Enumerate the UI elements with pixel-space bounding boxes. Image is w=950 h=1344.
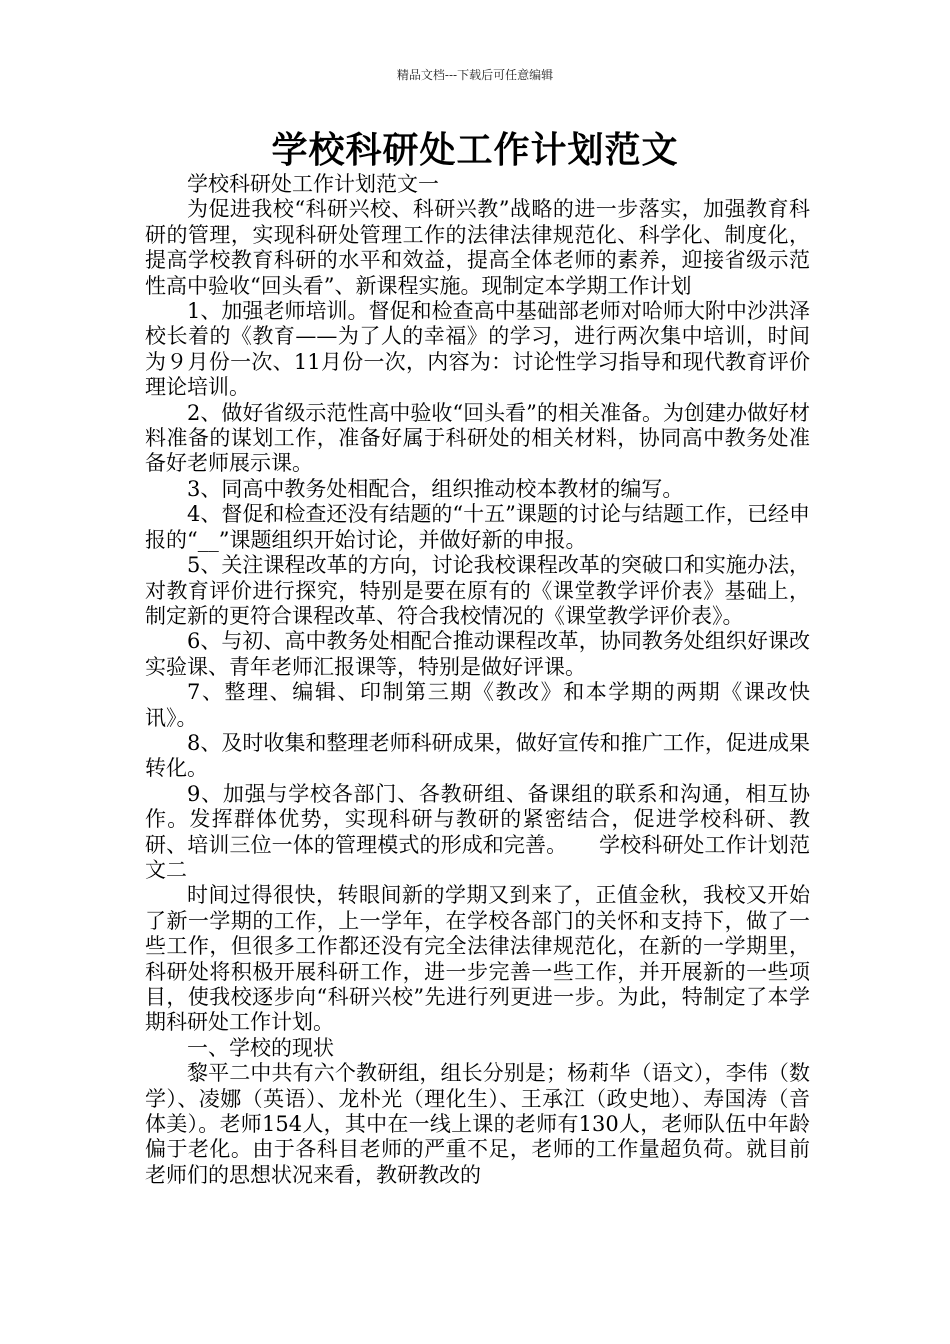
header-note: 精品文档---下载后可任意编辑 [396, 68, 554, 82]
paragraph: 6、与初、高中教务处相配合推动课程改革，协同教务处组织好课改实验课、青年老师汇报课等，特别是做好评课。 [145, 629, 810, 679]
document-body [145, 172, 810, 1188]
paragraph: 1、加强老师培训。督促和检查高中基础部老师对哈师大附中沙洪泽校长着的《教育——为了人的幸福》的学习，进行两次集中培训，时间为９月份一次、11月份一次，内容为：讨论性学习指导和现代教育评价理论培训。 [145, 299, 810, 400]
paragraph: 8、及时收集和整理老师科研成果，做好宣传和推广工作，促进成果转化。 [145, 730, 810, 781]
paragraph: 9、加强与学校各部门、各教研组、备课组的联系和沟通，相互协作。发挥群体优势，实现科研与教研的紧密结合，促进学校科研、教研、培训三位一体的管理模式的形成和完善。 学校科研处工作计划范文二 [145, 781, 810, 882]
paragraph: 学校科研处工作计划范文一 [187, 172, 439, 196]
paragraph: 一、学校的现状 [187, 1035, 334, 1060]
paragraph: 黎平二中共有六个教研组，组长分别是；杨莉华（语文），李伟（数学）、凌娜（英语）、龙朴光（理化生）、王承江（政史地）、寿国涛（音体美）。老师154人，其中在一线上课的老师有130人，老师队伍中年龄偏于老化。由于各科目老师的严重不足，老师的工作量超负荷。就目前老师们的思想状况来看，教研教改的 [145, 1061, 810, 1187]
paragraph: 为促进我校“科研兴校、科研兴教”战略的进一步落实，加强教育科研的管理，实现科研处管理工作的法律法律规范化、科学化、制度化，提高学校教育科研的水平和效益，提高全体老师的素养，迎接省级示范性高中验收“回头看”、新课程实施。现制定本学期工作计划 [145, 197, 810, 298]
paragraph: 2、做好省级示范性高中验收“回头看”的相关准备。为创建办做好材料准备的谋划工作，准备好属于科研处的相关材料，协同高中教务处准备好老师展示课。 [145, 400, 810, 476]
paragraph: 时间过得很快，转眼间新的学期又到来了，正值金秋，我校又开始了新一学期的工作，上一学年，在学校各部门的关怀和支持下，做了一些工作，但很多工作都还没有完全法律法律规范化，在新的一学期里，科研处将积极开展科研工作，进一步完善一些工作，并开展新的一些项目，使我校逐步向“科研兴校”先进行列更进一步。为此，特制定了本学期科研处工作计划。 [145, 883, 810, 1035]
document-title: 学校科研处工作计划范文 [271, 130, 679, 171]
paragraph: 3、同高中教务处相配合，组织推动校本教材的编写。 [187, 476, 684, 501]
paragraph: 4、督促和检查还没有结题的“十五”课题的讨论与结题工作，已经申报的“__”课题组织开始讨论，并做好新的申报。 [145, 502, 810, 552]
paragraph: 7、整理、编辑、印制第三期《教改》和本学期的两期《课改快讯》。 [145, 680, 810, 730]
paragraph: 5、关注课程改革的方向，讨论我校课程改革的突破口和实施办法，对教育评价进行探究，特别是要在原有的《课堂教学评价表》基础上，制定新的更符合课程改革、符合我校情况的《课堂教学评价表》。 [145, 553, 810, 628]
